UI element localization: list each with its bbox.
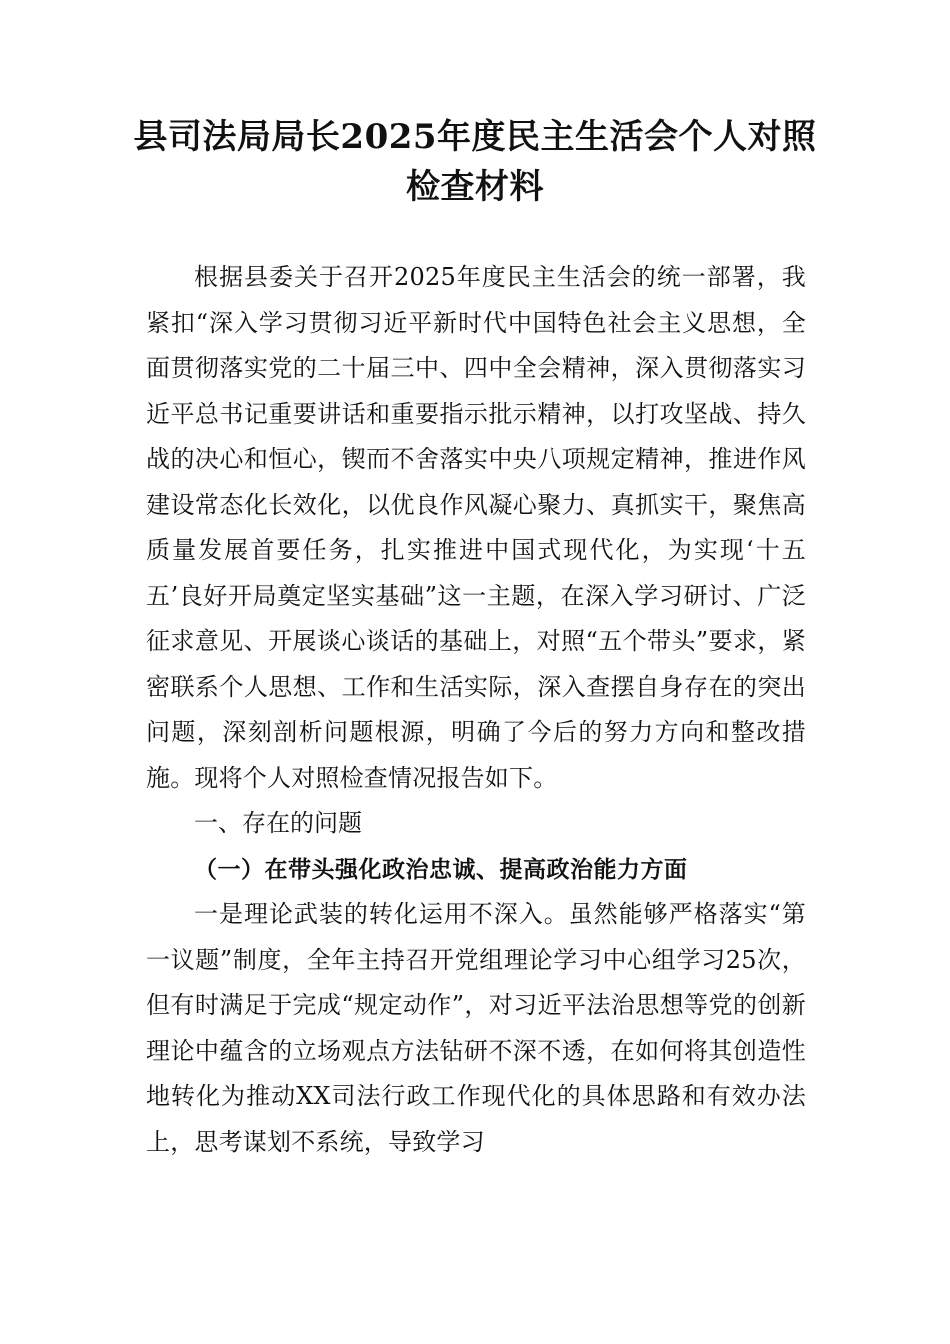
document-body: [146, 255, 806, 1165]
document-title: 县司法局局长2025年度民主生活会个人对照检查材料: [133, 117, 817, 207]
point-paragraph-theory: 一是理论武装的转化运用不深入。虽然能够严格落实“第一议题”制度，全年主持召开党组理论学习中心组学习25次，但有时满足于完成“规定动作”，对习近平法治思想等党的创新理论中蕴含的立场观点方法钻研不深不透，在如何将其创造性地转化为推动XX司法行政工作现代化的具体思路和有效办法上，思考谋划不系统，导致学习: [146, 900, 806, 1156]
subsection-heading-political-loyalty: （一）在带头强化政治忠诚、提高政治能力方面: [194, 855, 688, 883]
section-heading-problems: 一、存在的问题: [194, 809, 362, 837]
intro-paragraph: 根据县委关于召开2025年度民主生活会的统一部署，我紧扣“深入学习贯彻习近平新时代中国特色社会主义思想，全面贯彻落实党的二十届三中、四中全会精神，深入贯彻落实习近平总书记重要讲话和重要指示批示精神，以打攻坚战、持久战的决心和恒心，锲而不舍落实中央八项规定精神，推进作风建设常态化长效化，以优良作风凝心聚力、真抓实干，聚焦高质量发展首要任务，扎实推进中国式现代化，为实现‘十五五’良好开局奠定坚实基础”这一主题，在深入学习研讨、广泛征求意见、开展谈心谈话的基础上，对照“五个带头”要求，紧密联系个人思想、工作和生活实际，深入查摆自身存在的突出问题，深刻剖析问题根源，明确了今后的努力方向和整改措施。现将个人对照检查情况报告如下。: [146, 263, 806, 792]
